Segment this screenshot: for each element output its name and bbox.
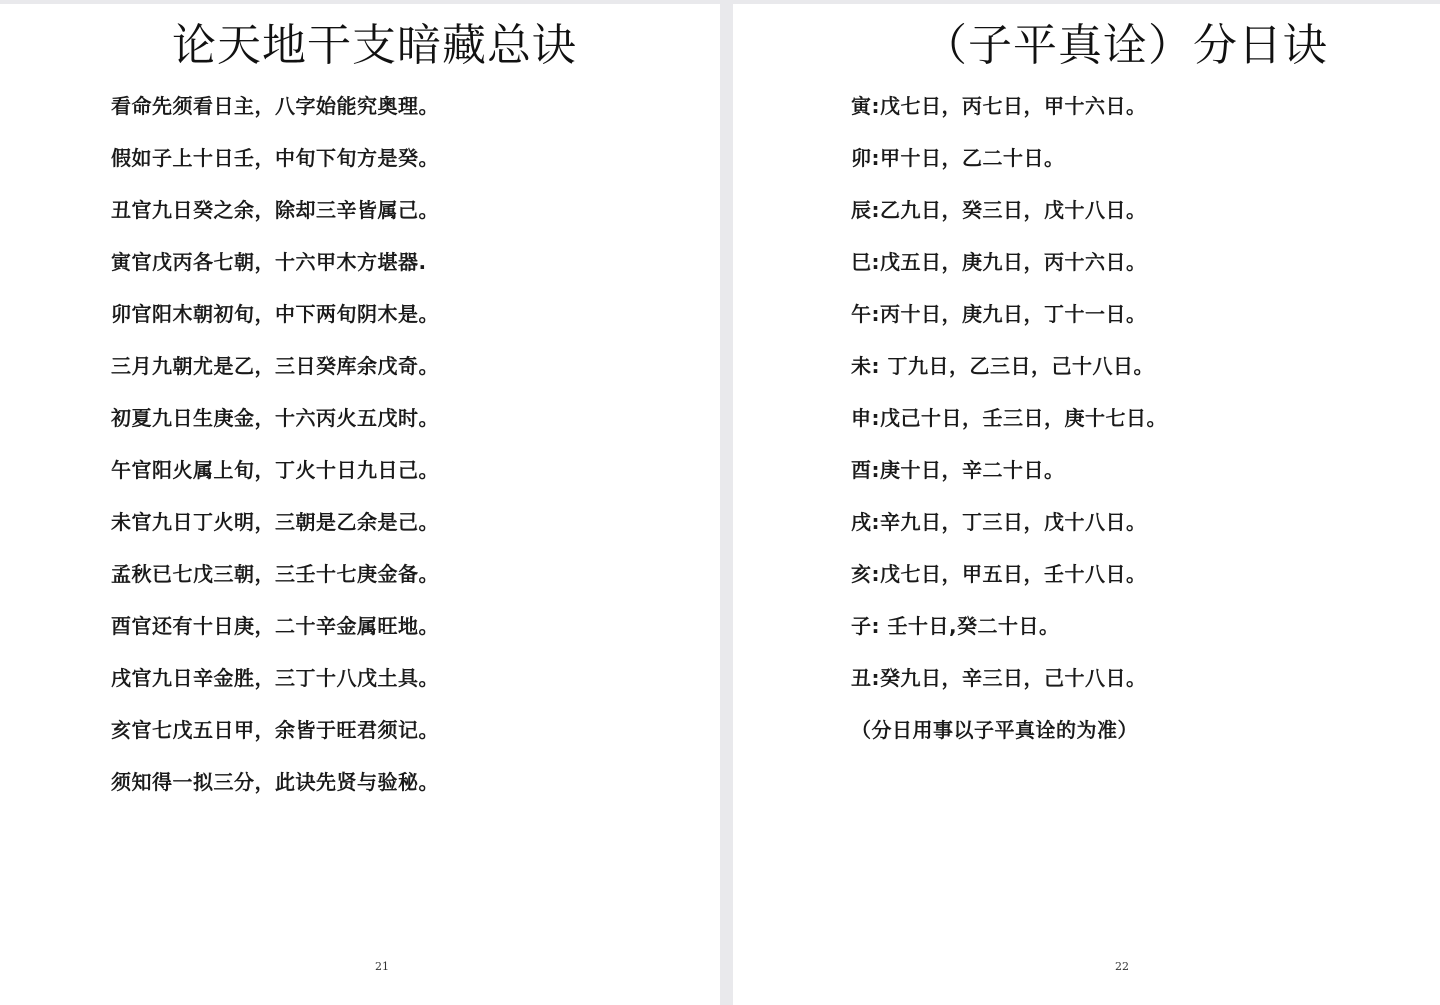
verse-line: 须知得一拟三分，此诀先贤与验秘。 — [111, 770, 439, 794]
verse-line: 戌官九日辛金胜，三丁十八戊土具。 — [111, 666, 439, 690]
left-page — [0, 4, 720, 1005]
day-division-line: 午:丙十日，庚九日，丁十一日。 — [851, 302, 1147, 326]
day-division-line: 申:戊己十日，壬三日，庚十七日。 — [851, 406, 1167, 430]
verse-line: 假如子上十日壬，中旬下旬方是癸。 — [111, 146, 439, 170]
verse-line: 酉官还有十日庚，二十辛金属旺地。 — [111, 614, 439, 638]
right-page-title: （子平真诠）分日诀 — [923, 20, 1328, 71]
verse-line: 三月九朝尤是乙，三日癸库余戊奇。 — [111, 354, 439, 378]
day-division-line: 辰:乙九日，癸三日，戊十八日。 — [851, 198, 1147, 222]
verse-list — [111, 88, 439, 816]
day-division-line: 子: 壬十日,癸二十日。 — [851, 614, 1060, 638]
right-page — [733, 4, 1440, 1005]
verse-line: 未官九日丁火明，三朝是乙余是己。 — [111, 510, 439, 534]
day-division-line: 未: 丁九日，乙三日，己十八日。 — [851, 354, 1154, 378]
day-division-line: 巳:戊五日，庚九日，丙十六日。 — [851, 250, 1147, 274]
day-division-line: 卯:甲十日，乙二十日。 — [851, 146, 1065, 170]
verse-line: 看命先须看日主，八字始能究奥理。 — [111, 94, 439, 118]
footnote: （分日用事以子平真诠的为准） — [851, 718, 1138, 742]
page-number: 21 — [375, 960, 389, 973]
verse-line: 亥官七戊五日甲，余皆于旺君须记。 — [111, 718, 439, 742]
day-division-list — [851, 88, 1167, 764]
verse-line: 丑官九日癸之余，除却三辛皆属己。 — [111, 198, 439, 222]
verse-line: 孟秋已七戊三朝，三壬十七庚金备。 — [111, 562, 439, 586]
day-division-line: 丑:癸九日，辛三日，己十八日。 — [851, 666, 1147, 690]
verse-line: 初夏九日生庚金，十六丙火五戊时。 — [111, 406, 439, 430]
verse-line: 寅官戊丙各七朝，十六甲木方堪器. — [111, 250, 427, 274]
day-division-line: 寅:戊七日，丙七日，甲十六日。 — [851, 94, 1147, 118]
verse-line: 午官阳火属上旬，丁火十日九日己。 — [111, 458, 439, 482]
day-division-line: 亥:戊七日，甲五日，壬十八日。 — [851, 562, 1147, 586]
left-page-title: 论天地干支暗藏总诀 — [172, 20, 577, 71]
day-division-line: 酉:庚十日，辛二十日。 — [851, 458, 1065, 482]
verse-line: 卯官阳木朝初旬，中下两旬阴木是。 — [111, 302, 439, 326]
page-number: 22 — [1115, 960, 1129, 973]
day-division-line: 戌:辛九日，丁三日，戊十八日。 — [851, 510, 1147, 534]
